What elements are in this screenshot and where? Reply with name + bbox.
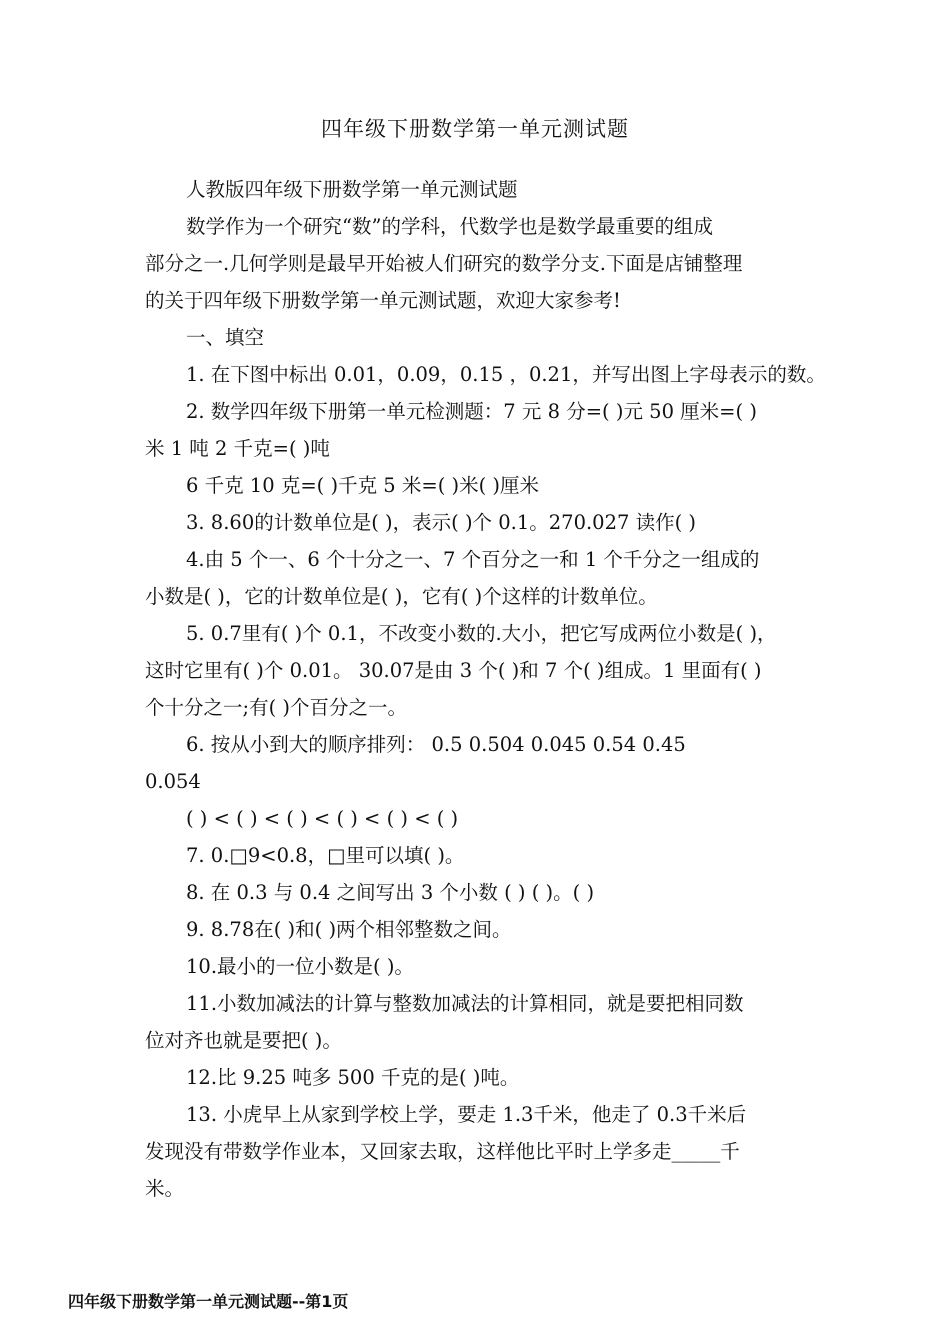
question-2-line-3: 6 千克 10 克=( )千克 5 米=( )米( )厘米 (186, 474, 540, 497)
question-12: 12.比 9.25 吨多 500 千克的是( )吨。 (186, 1066, 520, 1089)
question-2-line-1: 2. 数学四年级下册第一单元检测题：7 元 8 分=( )元 50 厘米=( ) (186, 400, 757, 423)
question-5-line-3: 个十分之一;有( )个百分之一。 (145, 696, 407, 719)
question-4-line-1: 4.由 5 个一、6 个十分之一、7 个百分之一和 1 个千分之一组成的 (186, 548, 760, 571)
question-6-line-2: 0.054 (145, 770, 201, 793)
question-5-line-2: 这时它里有( )个 0.01。 30.07是由 3 个( )和 7 个( )组成。1 里面有( ) (145, 659, 762, 682)
question-8: 8. 在 0.3 与 0.4 之间写出 3 个小数 ( ) ( )。( ) (186, 881, 595, 904)
question-13-line-1: 13. 小虎早上从家到学校上学，要走 1.3千米，他走了 0.3千米后 (186, 1103, 747, 1126)
question-13-line-2: 发现没有带数学作业本，又回家去取，这样他比平时上学多走_____千 (145, 1140, 740, 1163)
question-6-line-1: 6. 按从小到大的顺序排列： 0.5 0.504 0.045 0.54 0.45 (186, 733, 686, 756)
question-2-line-2: 米 1 吨 2 千克=( )吨 (145, 437, 330, 460)
page-footer: 四年级下册数学第一单元测试题--第1页 (68, 1292, 349, 1311)
intro-line-1: 数学作为一个研究“数”的学科，代数学也是数学最重要的组成 (186, 215, 713, 238)
question-1: 1. 在下图中标出 0.01，0.09，0.15 ，0.21，并写出图上字母表示的数。 (186, 363, 826, 386)
question-13-line-3: 米。 (145, 1177, 185, 1200)
question-3: 3. 8.60的计数单位是( )，表示( )个 0.1。270.027 读作( ) (186, 511, 697, 534)
intro-line-2: 部分之一.几何学则是最早开始被人们研究的数学分支.下面是店铺整理 (145, 252, 743, 275)
question-4-line-2: 小数是( )，它的计数单位是( )，它有( )个这样的计数单位。 (145, 585, 658, 608)
question-7: 7. 0.□9<0.8，□里可以填( )。 (186, 844, 465, 867)
intro-line-3: 的关于四年级下册数学第一单元测试题，欢迎大家参考! (145, 289, 621, 312)
question-6-answer-line: ( ) < ( ) < ( ) < ( ) < ( ) < ( ) (186, 807, 459, 830)
page-title: 四年级下册数学第一单元测试题 (321, 117, 629, 141)
subtitle: 人教版四年级下册数学第一单元测试题 (186, 178, 518, 201)
section-heading: 一、填空 (186, 326, 265, 349)
question-10: 10.最小的一位小数是( )。 (186, 955, 414, 978)
question-11-line-2: 位对齐也就是要把( )。 (145, 1029, 342, 1052)
question-11-line-1: 11.小数加减法的计算与整数加减法的计算相同，就是要把相同数 (186, 992, 744, 1015)
question-9: 9. 8.78在( )和( )两个相邻整数之间。 (186, 918, 512, 941)
question-5-line-1: 5. 0.7里有( )个 0.1，不改变小数的.大小，把它写成两位小数是( )， (186, 622, 777, 645)
